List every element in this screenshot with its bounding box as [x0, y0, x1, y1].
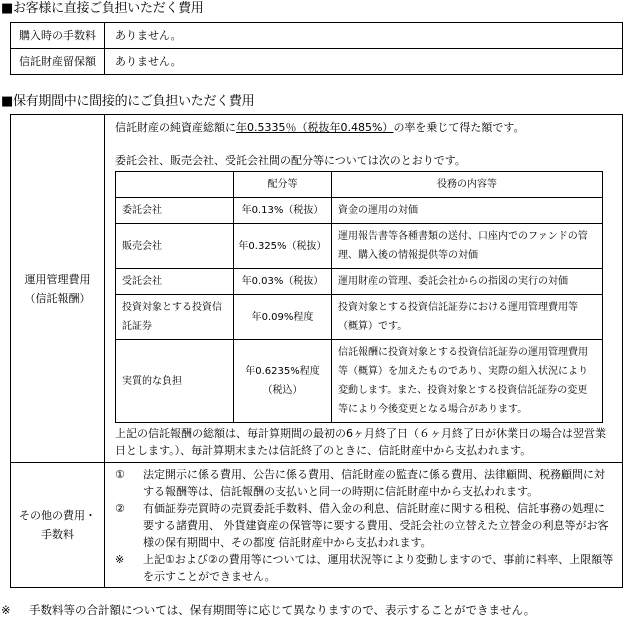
- allocation-header-row: [116, 172, 603, 198]
- other-fees-label-line2: 手数料: [41, 528, 74, 541]
- management-fee-row: [11, 115, 623, 463]
- header-service: 役務の内容等: [332, 172, 603, 198]
- fee-rate-suffix: の率を乗じて得た額です。: [393, 121, 525, 134]
- allocation-table: [115, 171, 603, 423]
- list-item: [113, 551, 614, 585]
- table-row: [11, 49, 623, 75]
- management-fee-label-line1: 運用管理費用: [24, 272, 91, 286]
- allocation-cell: 年0.13%（税抜）: [234, 198, 332, 224]
- header-allocation: 配分等: [234, 172, 332, 198]
- service-cell: 資金の運用の対価: [332, 198, 603, 224]
- table-row: [116, 224, 603, 269]
- table-row: [116, 269, 603, 295]
- service-cell: 運用財産の管理、委託会社からの指図の実行の対価: [332, 269, 603, 295]
- table-row: [116, 198, 603, 224]
- management-fee-detail: [105, 115, 623, 463]
- table-row: [11, 23, 623, 49]
- trust-reserve-value: ありません。: [105, 49, 623, 75]
- direct-costs-heading: ■お客様に直接ご負担いただく費用: [1, 1, 204, 16]
- direct-costs-table: [10, 22, 623, 75]
- purchase-fee-value: ありません。: [105, 23, 623, 49]
- other-fees-detail: [105, 463, 623, 588]
- party-cell: 受託会社: [116, 269, 234, 295]
- management-fee-label: [11, 115, 105, 463]
- fee-payment-summary: 上記の信託報酬の総額は、毎計算期間の最初の6ヶ月終了日（６ヶ月終了日が休業日の場合は翌営業日とします。）、毎計算期末または信託終了のときに、信託財産中から支払われます。: [115, 427, 606, 457]
- header-party: [116, 172, 234, 198]
- other-fees-label-line1: その他の費用・: [19, 509, 96, 522]
- fee-rate-prefix: 信託財産の純資産総額に: [115, 121, 236, 134]
- trust-reserve-label: 信託財産留保額: [11, 49, 105, 75]
- allocation-cell: [234, 340, 332, 423]
- allocation-intro: 委託会社、販売会社、受託会社間の配分等については次のとおりです。: [115, 154, 466, 167]
- other-fees-row: [11, 463, 623, 588]
- table-row: [116, 340, 603, 423]
- other-fees-label: [11, 463, 105, 588]
- item-marker: ②: [115, 502, 125, 515]
- service-cell: 信託報酬に投資対象とする投資信託証券の運用管理費用等（概算）を加えたものであり、実際の組入状況により変動します。また、投資対象とする投資信託証券の変更等により今後変更となる場合があります。: [332, 340, 603, 423]
- item-text: 有価証券売買時の売買委託手数料、借入金の利息、信託財産に関する租税、信託事務の処理に要する諸費用、 外貨建資産の保管等に要する費用、受託会社の立替えた立替金の利息等がお客様の保有期間中、その都度 信託財産中から支払われます。: [143, 502, 609, 549]
- fee-rate-value: 年0.5335％（税抜年0.485%）: [236, 121, 394, 134]
- party-cell: 委託会社: [116, 198, 234, 224]
- allocation-line1: 年0.6235%程度: [245, 366, 320, 377]
- footnote: [1, 602, 535, 620]
- footnote-marker: ※: [1, 603, 11, 617]
- list-item: [113, 466, 614, 500]
- party-cell: 実質的な負担: [116, 340, 234, 423]
- item-text: 法定開示に係る費用、公告に係る費用、信託財産の監査に係る費用、法律顧問、税務顧問に対する報酬等は、信託報酬の支払いと同一の時期に信託財産中から支払われます。: [143, 468, 605, 498]
- item-marker: ※: [115, 553, 125, 566]
- party-cell: 投資対象とする投資信託証券: [116, 295, 234, 340]
- service-cell: 運用報告書等各種書類の送付、口座内でのファンドの管理、購入後の情報提供等の対価: [332, 224, 603, 269]
- allocation-cell: 年0.09%程度: [234, 295, 332, 340]
- service-cell: 投資対象とする投資信託証券における運用管理費用等（概算）です。: [332, 295, 603, 340]
- indirect-costs-table: [10, 114, 623, 588]
- item-text: 上記①および②の費用等については、運用状況等により変動しますので、事前に料率、上限額等を示すことができません。: [143, 553, 614, 583]
- management-fee-label-line2: （信託報酬）: [24, 291, 91, 305]
- allocation-cell: 年0.325%（税抜）: [234, 224, 332, 269]
- footnote-text: 手数料等の合計額については、保有期間等に応じて異なりますので、表示することができません。: [29, 603, 536, 617]
- indirect-costs-heading: ■保有期間中に間接的にご負担いただく費用: [1, 94, 255, 109]
- purchase-fee-label: 購入時の手数料: [11, 23, 105, 49]
- party-cell: 販売会社: [116, 224, 234, 269]
- item-marker: ①: [115, 468, 125, 481]
- list-item: [113, 500, 614, 551]
- fee-rate-text: [115, 120, 612, 136]
- allocation-cell: 年0.03%（税抜）: [234, 269, 332, 295]
- allocation-line2: （税込）: [262, 385, 303, 396]
- table-row: [116, 295, 603, 340]
